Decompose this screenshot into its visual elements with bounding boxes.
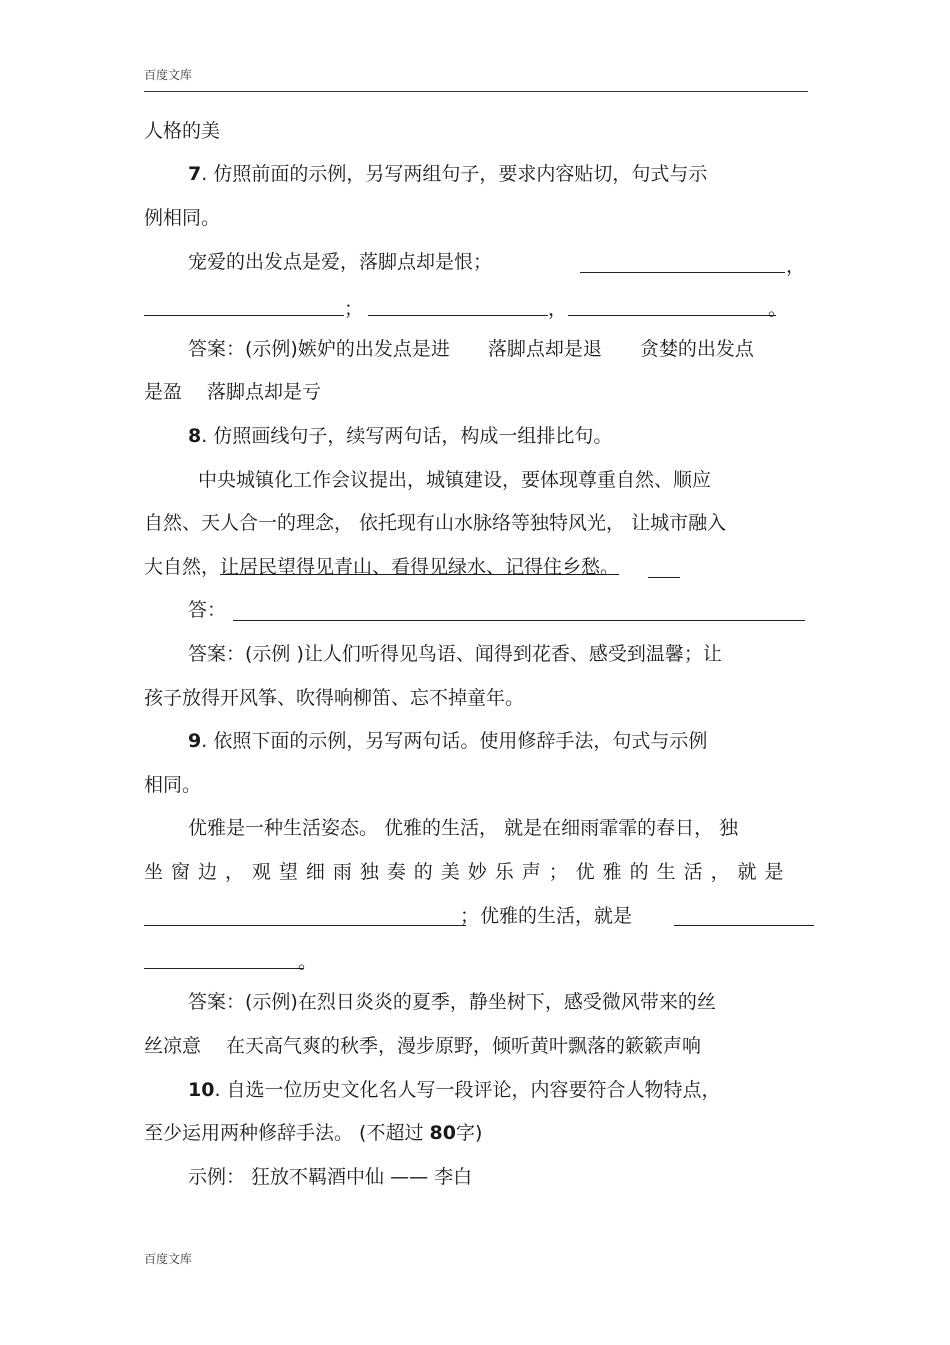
punctuation: 。 (298, 951, 318, 973)
answer-line: 丝凉意 在天高气爽的秋季，漫步原野，倾听黄叶飘落的簌簌声响 (144, 1035, 702, 1057)
page-header: 百度文库 (144, 68, 193, 82)
punctuation: ， (786, 255, 806, 277)
question-9-line (188, 729, 707, 753)
example-line: 优雅是一种生活姿态。 优雅的生活， 就是在细雨霏霏的春日， 独 (188, 817, 739, 839)
word-limit: 80 (429, 1122, 456, 1144)
question-number: 10 (188, 1079, 215, 1101)
text-line: 人格的美 (144, 120, 221, 142)
answer-line: 答案：(示例)嫉妒的出发点是进 落脚点却是退 贪婪的出发点 (188, 338, 754, 360)
answer-blank[interactable] (674, 925, 814, 926)
question-7-line (188, 162, 707, 186)
answer-blank[interactable] (144, 315, 344, 316)
question-text: . 仿照前面的示例，另写两组句子，要求内容贴切，句式与示 (201, 163, 708, 185)
underlined-sentence: 让居民望得见青山、看得见绿水、记得住乡愁。 (220, 556, 620, 578)
question-text: 至少运用两种修辞手法。 (不超过 (144, 1122, 430, 1144)
punctuation: ， (548, 298, 568, 320)
question-text: . 自选一位历史文化名人写一段评论，内容要符合人物特点， (214, 1079, 721, 1101)
punctuation: ； (460, 905, 480, 927)
punctuation: 。 (768, 298, 788, 320)
question-text: 字) (455, 1122, 483, 1144)
example-line: 宠爱的出发点是爱，落脚点却是恨； (188, 251, 493, 273)
page-footer: 百度文库 (144, 1252, 193, 1266)
header-divider (144, 91, 808, 92)
question-text: . 依照下面的示例，另写两句话。使用修辞手法，句式与示例 (201, 730, 708, 752)
example-line: 优雅的生活，就是 (480, 905, 633, 927)
answer-blank[interactable] (233, 620, 805, 621)
example-line: 坐窗边，观望细雨独奏的美妙乐声；优雅的生活，就是 (144, 861, 792, 883)
passage-line: 中央城镇化工作会议提出，城镇建设，要体现尊重自然、顺应 (198, 469, 712, 491)
punctuation: ； (344, 298, 364, 320)
text-line: 相同。 (144, 774, 202, 796)
underline-extension (648, 577, 680, 578)
answer-blank[interactable] (568, 315, 776, 316)
example-line: 示例： 狂放不羁酒中仙 —— 李白 (188, 1166, 473, 1188)
answer-blank[interactable] (368, 315, 548, 316)
answer-line: 是盈 落脚点却是亏 (144, 381, 322, 403)
answer-line: 答案：(示例 )让人们听得见鸟语、闻得到花香、感受到温馨；让 (188, 643, 722, 665)
text-line: 例相同。 (144, 207, 221, 229)
answer-blank[interactable] (580, 272, 785, 273)
passage-line: 自然、天人合一的理念， 依托现有山水脉络等独特风光， 让城市融入 (144, 512, 727, 534)
answer-line: 孩子放得开风筝、吹得响柳笛、忘不掉童年。 (144, 687, 525, 709)
question-text: . 仿照画线句子，续写两句话，构成一组排比句。 (201, 425, 613, 447)
question-8-line (188, 424, 612, 448)
answer-blank[interactable] (144, 925, 466, 926)
answer-blank[interactable] (144, 968, 304, 969)
answer-line: 答案：(示例)在烈日炎炎的夏季，静坐树下，感受微风带来的丝 (188, 991, 716, 1013)
question-number: 7 (188, 163, 202, 185)
text-line (144, 1121, 482, 1145)
passage-line (144, 555, 619, 579)
question-number: 8 (188, 425, 202, 447)
passage-text: 大自然， (144, 556, 221, 578)
question-10-line (188, 1078, 721, 1102)
answer-label: 答： (188, 599, 227, 621)
question-number: 9 (188, 730, 202, 752)
